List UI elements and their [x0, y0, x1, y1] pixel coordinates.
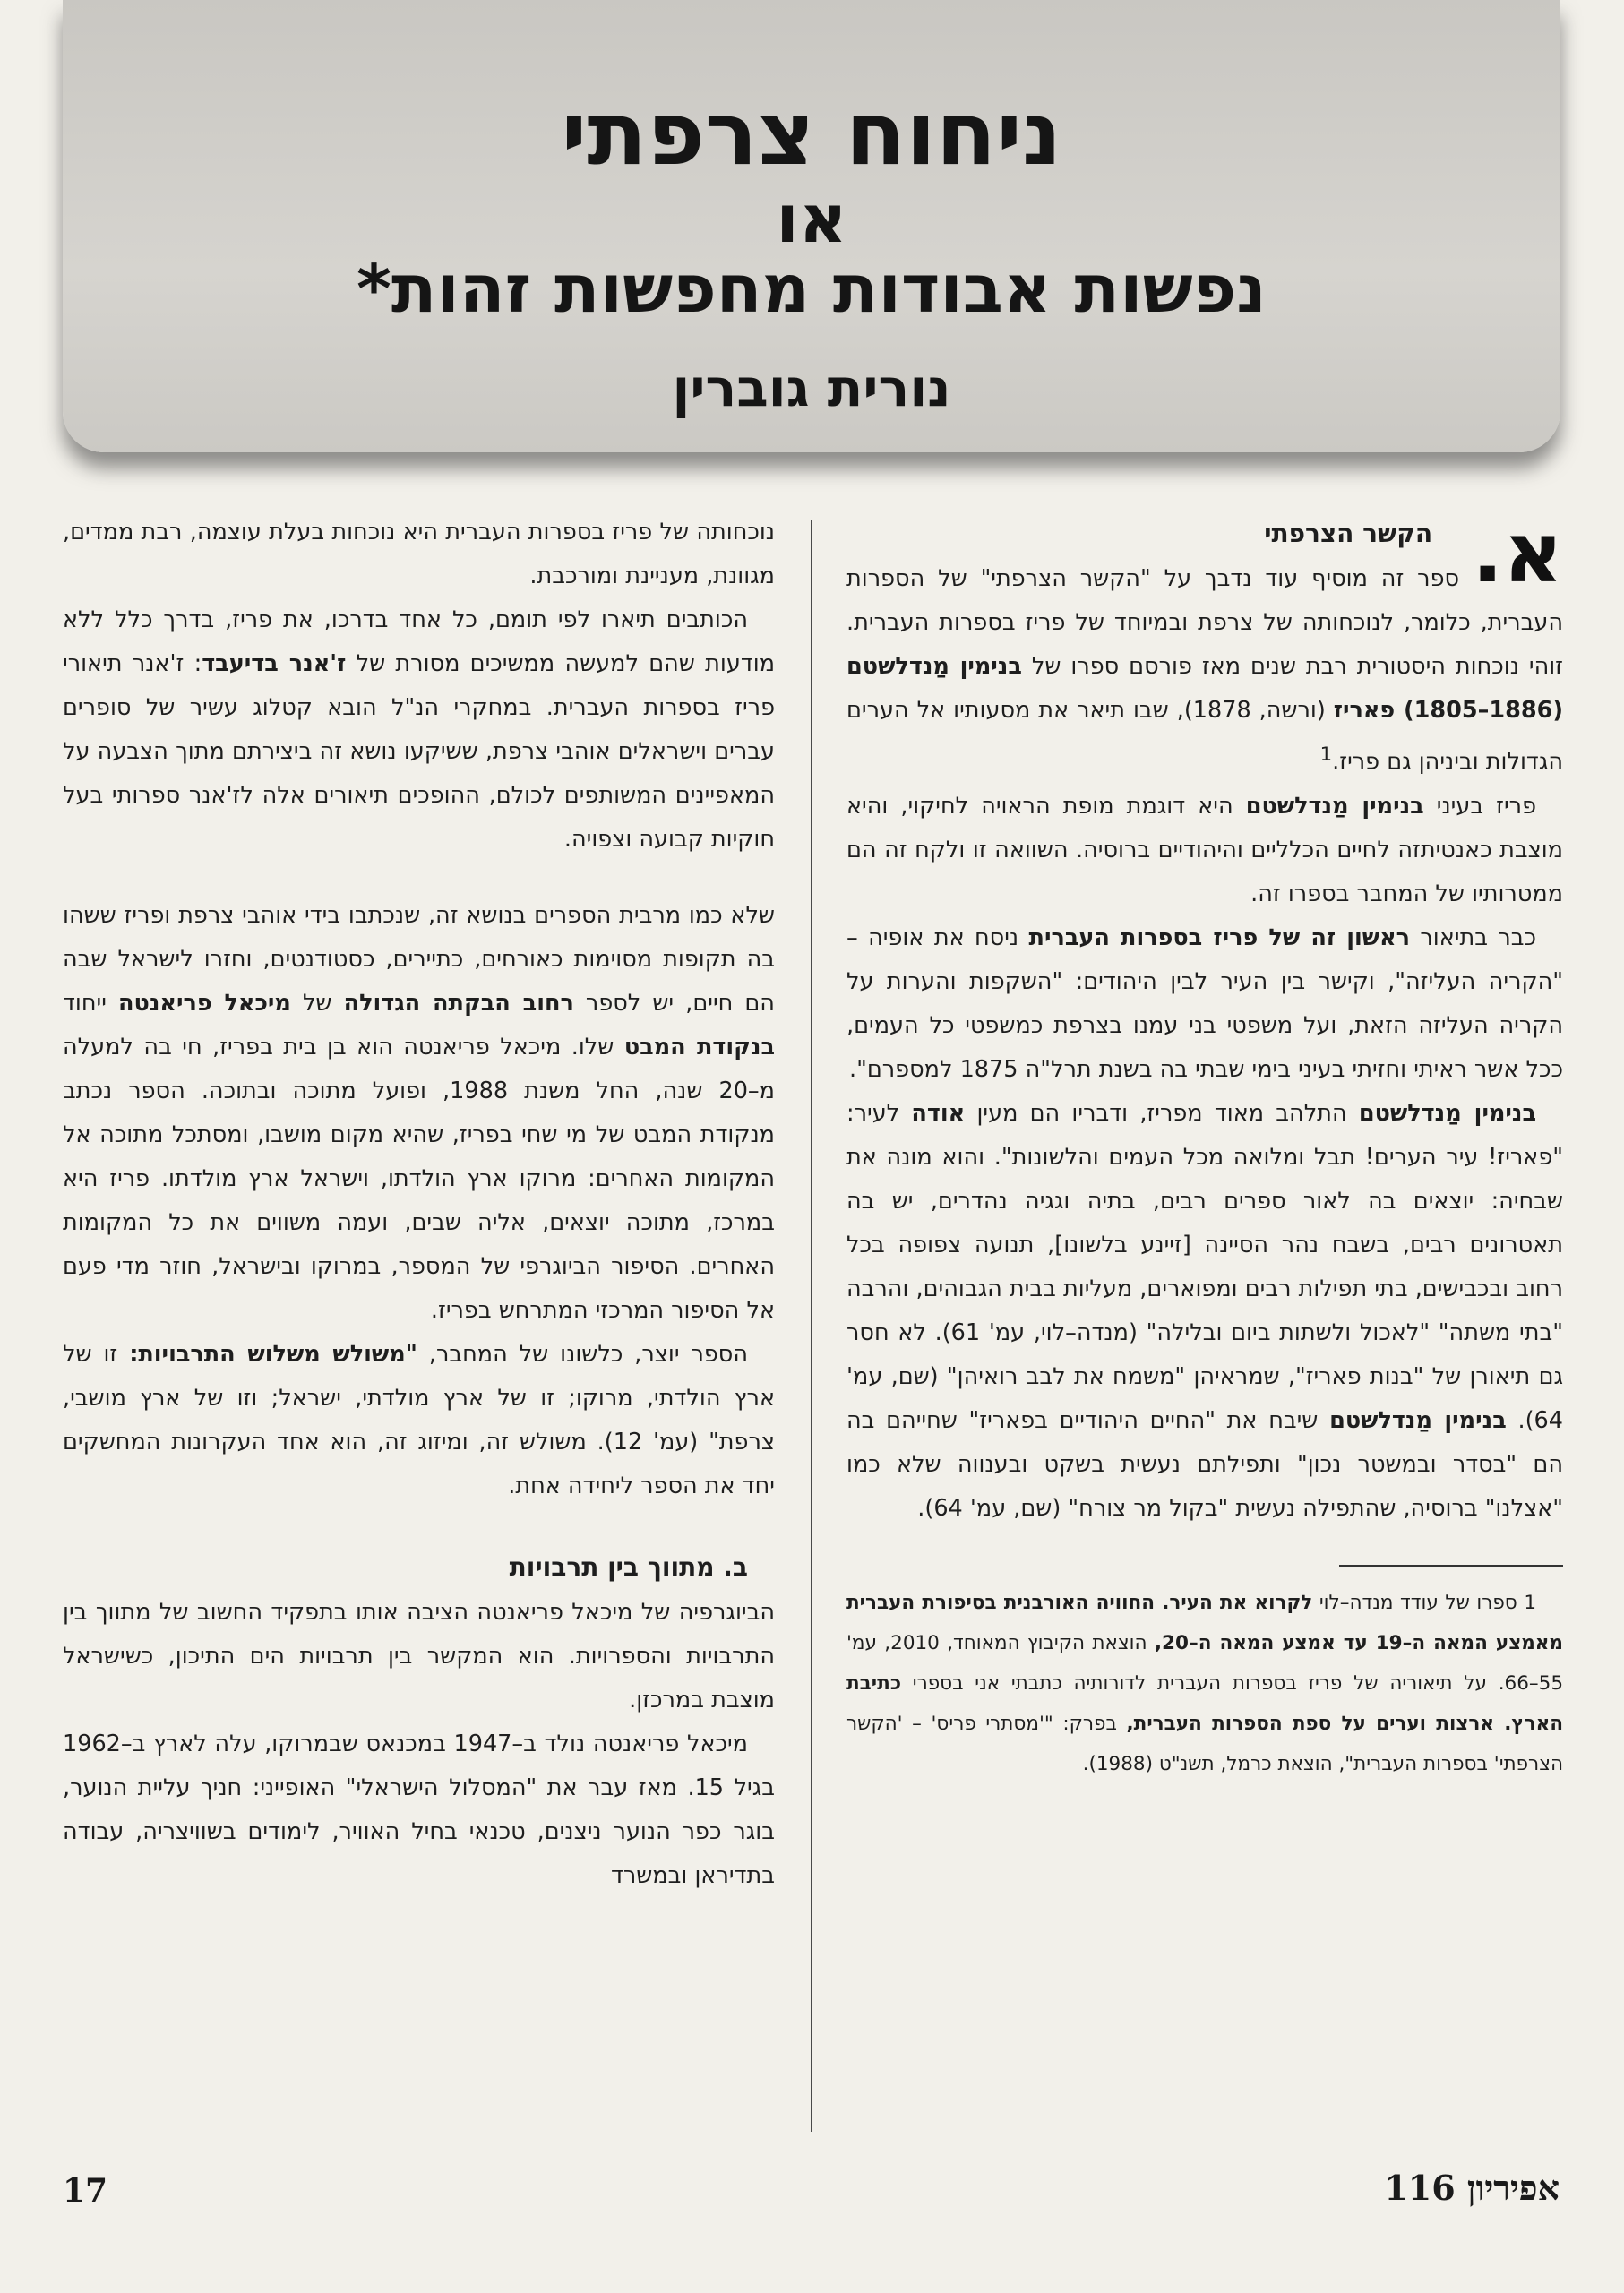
- paragraph: ספר זה מוסיף עוד נדבך על "הקשר הצרפתי" של הספרות העברית, כלומר, לנוכחותה של צרפת ובמיוחד של פריז בספרות העברית. זוהי נוכחות היסטורית רבת שנים מאז פורסם ספרו של בנימין מַנדלשטם (1886–1805) פאריז (ורשה, 1878), שבו תיאר את מסעותיו אל הערים הגדולות וביניהן גם פריז.$^1$: [846, 565, 1564, 776]
- left-column: [63, 511, 775, 1898]
- section-heading: ב. מתווך בין תרבויות: [509, 1552, 748, 1582]
- drop-letter: א.: [1472, 505, 1563, 601]
- column-divider: [811, 520, 812, 2132]
- article-subtitle: נפשות אבודות מחפשות זהות*: [357, 251, 1267, 328]
- paragraph: הכותבים תיארו לפי תומם, כל אחד בדרכו, את פריז, בדרך כלל ללא מודעות שהם למעשה ממשיכים מסורת של ז'אנר בדיעבד: ז'אנר תיאורי פריז בספרות העברית. במחקרי הנ"ל הובא קטלוג עשיר של סופרים עברים וישראלים אוהבי צרפת, ששיקעו נושא זה ביצירתם מתוך הצבעה על המאפיינים המשותפים לכולם, ההופכים תיאורים אלה לז'אנר ספרותי בעל חוקיות קבועה וצפויה.: [63, 606, 776, 853]
- paragraph: פריז בעיני בנימין מַנדלשטם היא דוגמת מופת הראויה לחיקוי, והיא מוצבת כאנטיתזה לחיים הכלליים והיהודיים ברוסיה. השוואה זו ולקח זה הם ממטרותיו של המחבר בספרו זה.: [846, 792, 1563, 907]
- footnote-marker: 1: [1319, 743, 1333, 766]
- title-banner: [63, 0, 1560, 452]
- paragraph: הספר יוצר, כלשונו של המחבר, "משולש משלוש התרבויות: זו של ארץ הולדתי, מרוקו; זו של ארץ מולדתי, ישראל; וזו של ארץ מושבי, צרפת" (עמ' 12). משולש זה, ומיזוג זה, הוא אחד העקרונות המחשקים יחד את הספר ליחידה אחת.: [63, 1341, 776, 1499]
- section-heading: הקשר הצרפתי: [1264, 519, 1433, 548]
- paragraph: מיכאל פריאנטה נולד ב–1947 במכנאס שבמרוקו, עלה לארץ ב–1962 בגיל 15. מאז עבר את "המסלול הישראלי" האופייני: חניך עליית הנוער, בוגר כפר הנוער ניצנים, טכנאי בחיל האוויר, לימודים בשוויצריה, עבודה בתדיראן ובמשרד: [63, 1730, 775, 1889]
- paragraph: כבר בתיאור ראשון זה של פריז בספרות העברית ניסח את אופיה – "הקריה העליזה", וקישר בין העיר לבין היהודים: "השקפות והערות על הקריה העליזה הזאת, ועל משפטי בני עמנו בצרפת כמשפטי כל העמים, ככל אשר ראיתי וחזיתי בעיני בימי שבתי בה בשנת תרל"ה 1875 למספרם".: [846, 923, 1563, 1083]
- article-title: ניחוח צרפתי: [561, 83, 1062, 185]
- footnote: 1 ספרו של עודד מנדה–לוי לקרוא את העיר. החוויה האורבנית בסיפורת העברית מאמצע המאה ה–19 עד אמצע המאה ה–20, הוצאת הקיבוץ המאוחד, 2010, עמ' 55–66. על תיאוריה של פריז בספרות העברית לדורותיה כתבתי אני בספרי כתיבת הארץ. ארצות וערים על ספת הספרות העברית, בפרק: "'מסתרי פריס' – 'הקשר הצרפתי' בספרות העברית", הוצאת כרמל, תשנ"ט (1988).: [846, 1591, 1564, 1775]
- article-author: נורית גוברין: [672, 357, 951, 418]
- page-number: 17: [63, 2172, 108, 2210]
- paragraph: נוכחותה של פריז בספרות העברית היא נוכחות בעלת עוצמה, רבת ממדים, מגוונת, מעניינת ומורכבת.: [63, 519, 775, 589]
- paragraph: שלא כמו מרבית הספרים בנושא זה, שנכתבו בידי אוהבי צרפת ופריז ששהו בה תקופות מסוימות כאורחים, כתיירים, כסטודנטים, וחזרו לישראל שבה הם חיים, יש לספר רחוב הבקתה הגדולה של מיכאל פריאנטה ייחוד בנקודת המבט שלו. מיכאל פריאנטה הוא בן בית בפריז, חי בה למעלה מ–20 שנה, החל משנת 1988, ופועל מתוכה ובתוכה. הספר נכתב מנקודת המבט של מי שחי בפריז, שהיא מקום מושבו, ומסתכל מתוכה אל המקומות האחרים: מרוקו ארץ הולדתו, וישראל ארץ מולדתו. פריז היא במרכז, מתוכה יוצאים, אליה שבים, ועמה משווים את כל המקומות האחרים. הסיפור הביוגרפי של המספר, במרוקו ובישראל, חוזר מדי פעם אל הסיפור המרכזי המתרחש בפריז.: [63, 902, 775, 1324]
- paragraph: בנימין מַנדלשטם התלהב מאוד מפריז, ודבריו הם מעין אודה לעיר: "פאריז! עיר הערים! תבל ומלואה מכל העמים והלשונות". והוא מונה את שבחיה: יוצאים בה לאור ספרים רבים, בתיה וגגיה נהדרים, יש בה תאטרונים רבים, בשבח נהר הסיינה [זיינע בלשונו], תנועה צפופה בכל רחוב ובכבישים, בתי תפילות רבים ומפוארים, מעליות בבית הגבוהים, והרבה "בתי משתה" "לאכול ולשתות ביום ובלילה" (מנדה–לוי, עמ' 61). לא חסר גם תיאורן של "בנות פאריז", שמראיהן "משמח את לבב רואיהן" (שם, עמ' 64). בנימין מַנדלשטם שיבח את "החיים היהודיים בפאריז" שחייהם בה הם "בסדר ובמשטר נכון" ותפילתם נעשית בשקט ובענווה שלא כמו "אצלנו" ברוסיה, שהתפילה נעשית "בקול מר צורח" (שם, עמ' 64).: [846, 1099, 1563, 1522]
- journal-name: אפיריון 116: [1384, 2168, 1560, 2208]
- article-title-connector: או: [776, 181, 847, 258]
- right-column: [846, 505, 1564, 1784]
- paragraph: הביוגרפיה של מיכאל פריאנטה הציבה אותו בתפקיד החשוב של מתווך בין התרבויות והספרויות. הוא המקשר בין תרבויות הים התיכון, כשישראל מוצבת במרכזן.: [63, 1599, 775, 1713]
- footnote-rule: [1339, 1565, 1563, 1567]
